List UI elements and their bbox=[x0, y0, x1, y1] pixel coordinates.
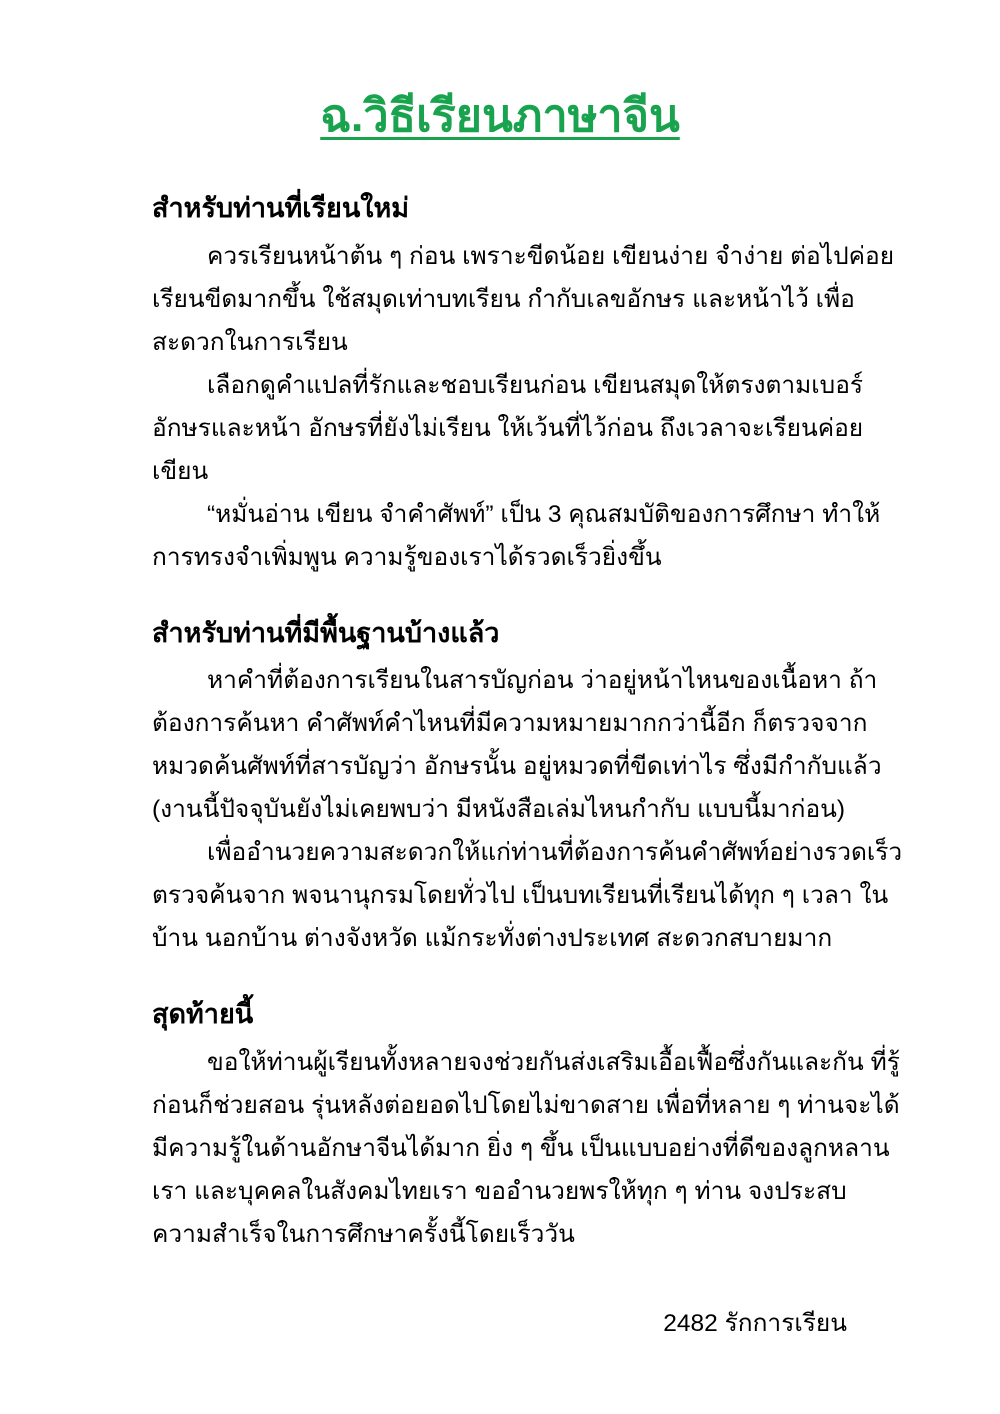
paragraph: ควรเรียนหน้าต้น ๆ ก่อน เพราะขีดน้อย เขียนง่าย จำง่าย ต่อไปค่อยเรียนขีดมากขึ้น ใช้สมุดเท่าบทเรียน กำกับเลขอักษร และหน้าไว้ เพื่อสะดวกในการเรียน bbox=[152, 242, 895, 356]
document-title bbox=[95, 88, 905, 144]
paragraph: หาคำที่ต้องการเรียนในสารบัญก่อน ว่าอยู่หน้าไหนของเนื้อหา ถ้าต้องการค้นหา คำศัพท์คำไหนที่มีความหมายมากกว่านี้อีก ก็ตรวจจากหมวดค้นศัพท์ที่สารบัญว่า อักษรนั้น อยู่หมวดที่ขีดเท่าไร ซึ่งมีกำกับแล้ว (งานนี้ปัจจุบันยังไม่เคยพบว่า มีหนังสือเล่มไหนกำกับ แบบนี้มาก่อน) bbox=[152, 667, 882, 824]
footer-signature: 2482 รักการเรียน bbox=[663, 1309, 847, 1337]
document-title-text: ฉ.วิธีเรียนภาษาจีน bbox=[320, 90, 680, 141]
paragraph: เลือกดูคำแปลที่รักและชอบเรียนก่อน เขียนสมุดให้ตรงตามเบอร์อักษรและหน้า อักษรที่ยังไม่เรียน ให้เว้นที่ไว้ก่อน ถึงเวลาจะเรียนค่อยเขียน bbox=[152, 371, 864, 485]
section-heading-finally: สุดท้ายนี้ bbox=[152, 999, 254, 1030]
section-heading-new-learners: สำหรับท่านที่เรียนใหม่ bbox=[152, 193, 410, 224]
section-heading-experienced-learners: สำหรับท่านที่มีพื้นฐานบ้างแล้ว bbox=[152, 617, 500, 648]
paragraph: ขอให้ท่านผู้เรียนทั้งหลายจงช่วยกันส่งเสริมเอื้อเฟื้อซึ่งกันและกัน ที่รู้ก่อนก็ช่วยสอน รุ่นหลังต่อยอดไปโดยไม่ขาดสาย เพื่อที่หลาย ๆ ท่านจะได้มีความรู้ในด้านอักษาจีนได้มาก ยิ่ง ๆ ขึ้น เป็นแบบอย่างที่ดีของลูกหลานเรา และบุคคลในสังคมไทยเรา ขออำนวยพรให้ทุก ๆ ท่าน จงประสบความสำเร็จในการศึกษาครั้งนี้โดยเร็ววัน bbox=[152, 1048, 900, 1248]
paragraph: เพื่ออำนวยความสะดวกให้แก่ท่านที่ต้องการค้นคำศัพท์อย่างรวดเร็ว ตรวจค้นจาก พจนานุกรมโดยทั่วไป เป็นบทเรียนที่เรียนได้ทุก ๆ เวลา ในบ้าน นอกบ้าน ต่างจังหวัด แม้กระทั่งต่างประเทศ สะดวกสบายมาก bbox=[152, 839, 903, 953]
paragraph: “หมั่นอ่าน เขียน จำคำศัพท์” เป็น 3 คุณสมบัติของการศึกษา ทำให้การทรงจำเพิ่มพูน ความรู้ของเราได้รวดเร็วยิ่งขึ้น bbox=[152, 500, 881, 571]
